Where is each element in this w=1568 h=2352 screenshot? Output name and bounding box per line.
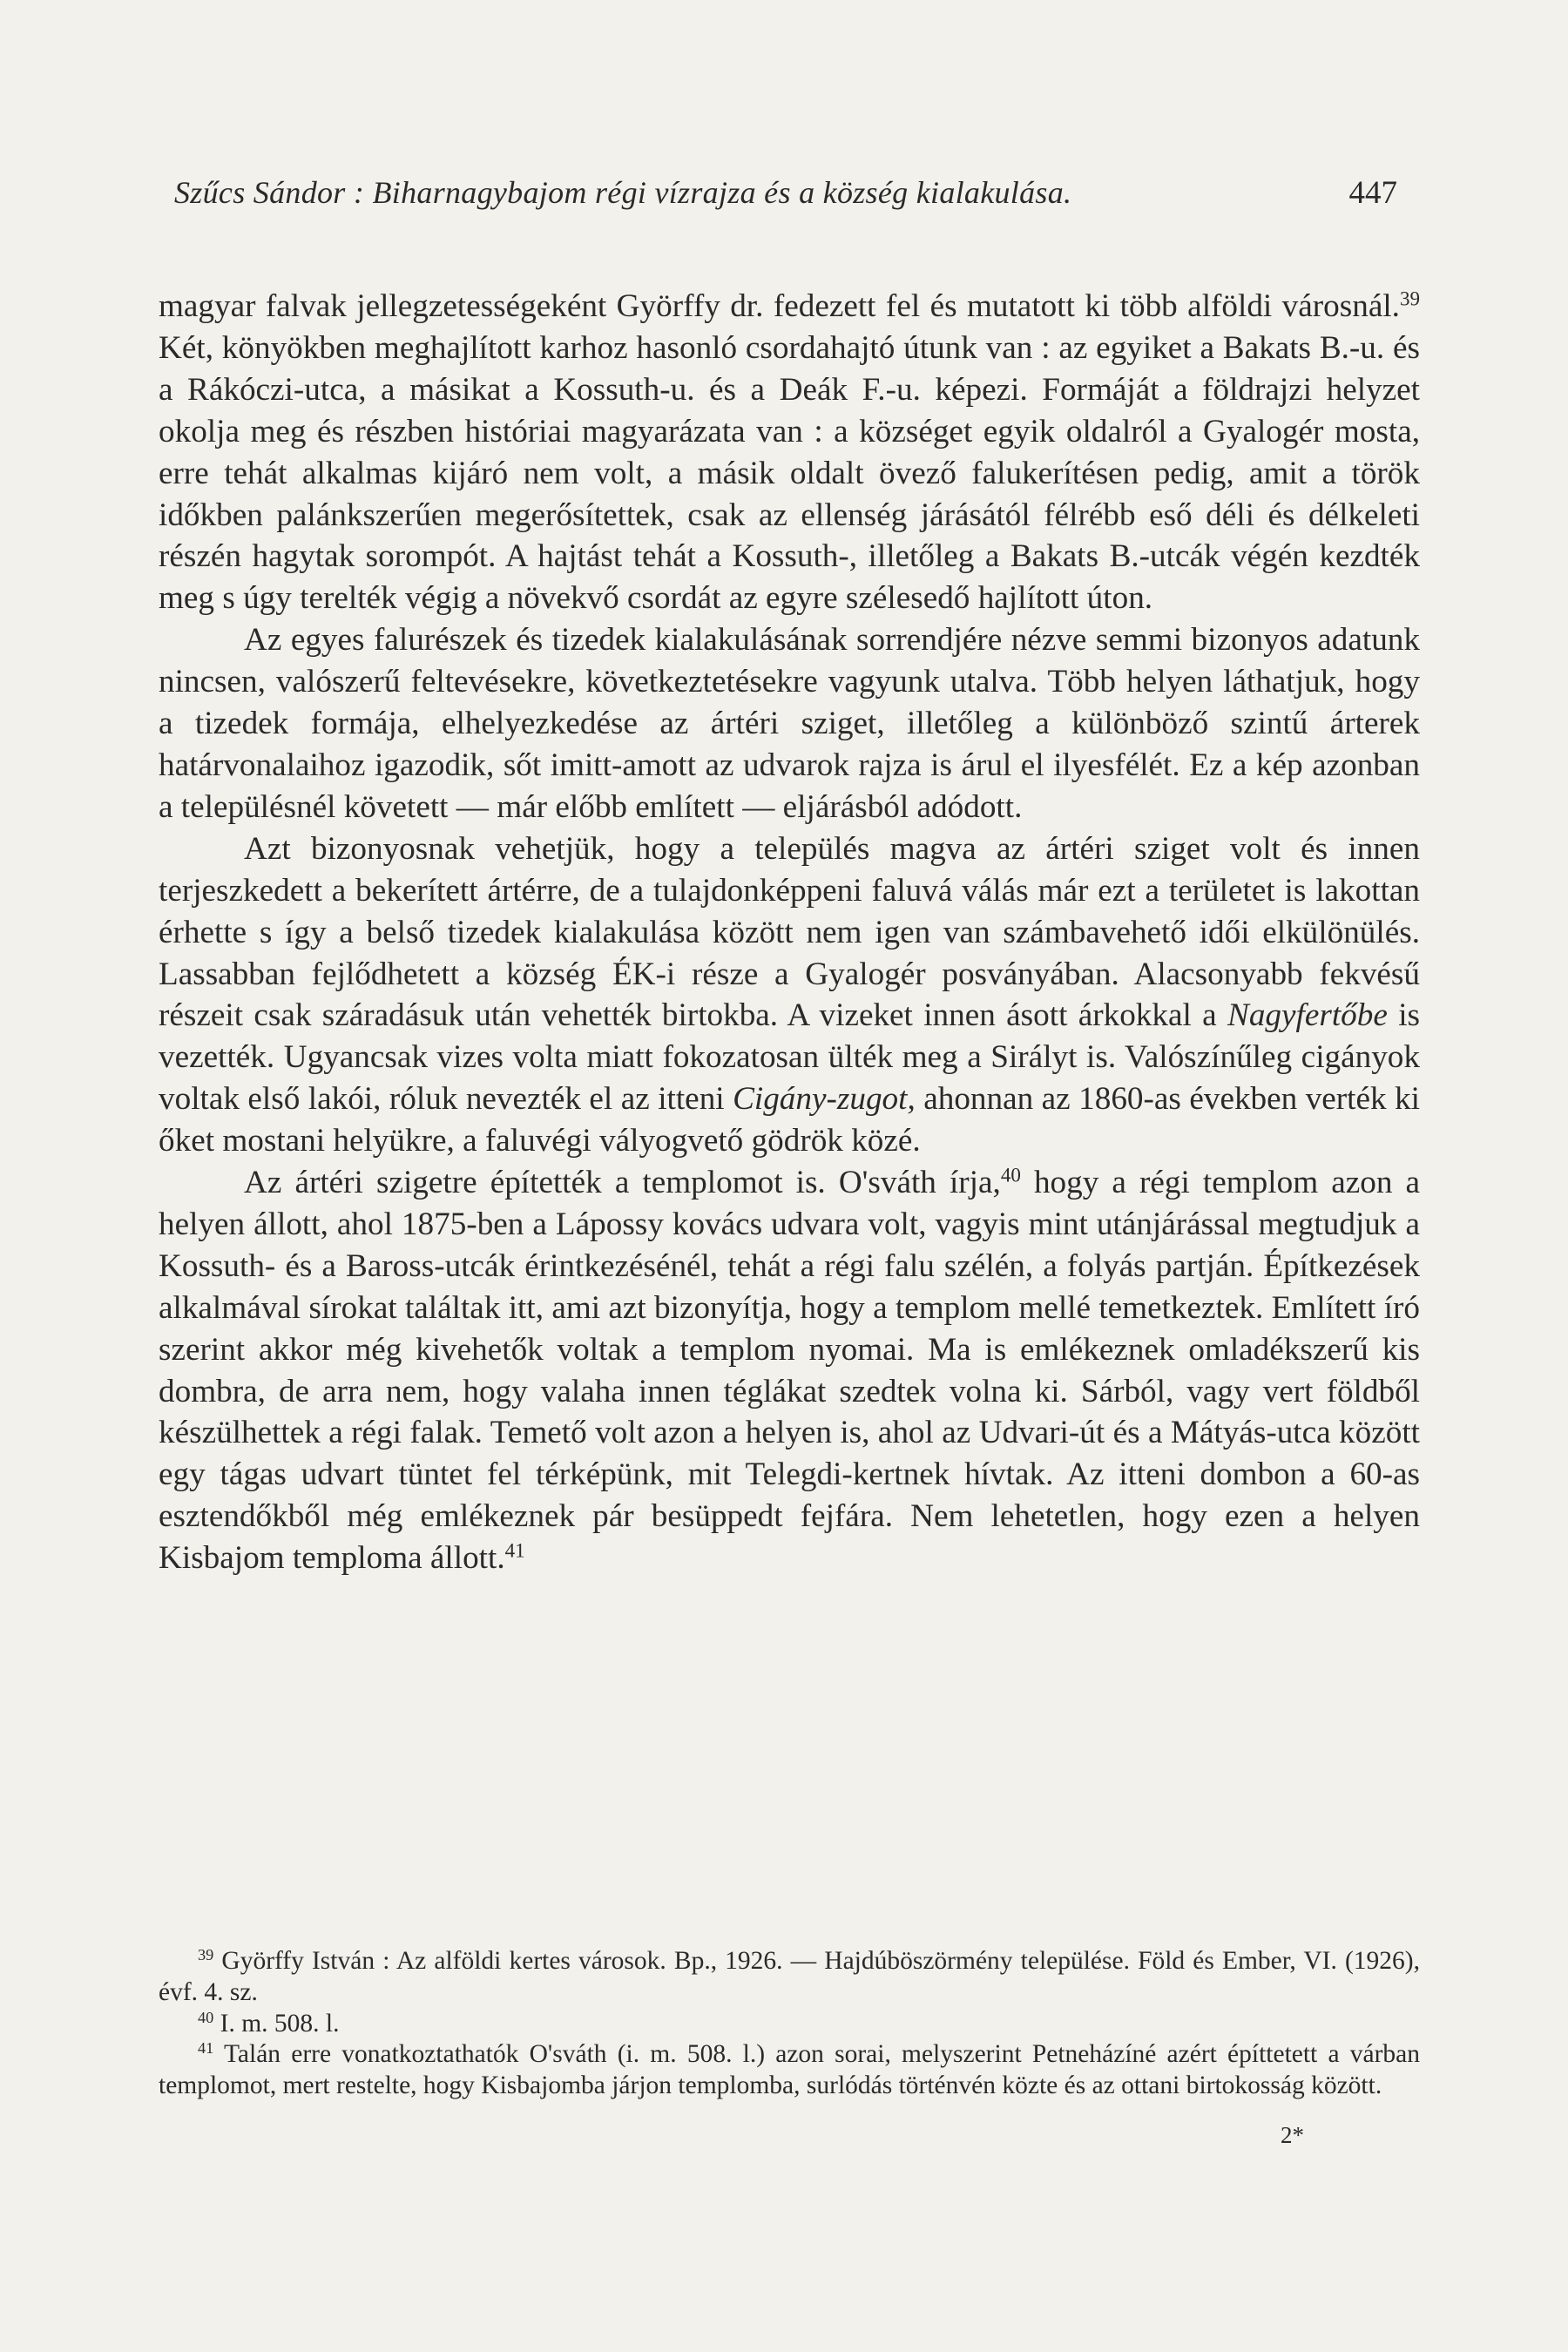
paragraph-3 xyxy=(159,828,1420,1162)
footnote-ref-39: 39 xyxy=(1399,287,1420,310)
footnote-text: Talán erre vonatkoztathatók O'sváth (i. m. 508. l.) azon sorai, melyszerint Petneházíné azért építtetett a várban templomot, mert restelte, hogy Kisbajomba járjon templomba, surlódás történvén közte és az ottani birtokosság között. xyxy=(159,2040,1420,2100)
signature-mark: 2* xyxy=(1281,2122,1304,2148)
italic-term-nagyfertobe: Nagyfertőbe xyxy=(1227,997,1388,1034)
footnote-ref-40: 40 xyxy=(1000,1163,1021,1186)
footnotes xyxy=(159,1946,1420,2102)
running-head-title: Szűcs Sándor : Biharnagybajom régi vízrajza és a község kialakulása. xyxy=(174,175,1072,210)
footnote-40 xyxy=(159,2009,1420,2040)
footnote-number: 39 xyxy=(198,1945,214,1963)
paragraph-2: Az egyes falurészek és tizedek kialakulásának sorrendjére nézve semmi bizonyos adatunk nincsen, valószerű feltevésekre, következtetésekre vagyunk utalva. Több helyen láthatjuk, hogy a tizedek formája, elhelyezkedése az ártéri sziget, illetőleg a különböző szintű árterek határvonalaihoz igazodik, sőt imitt-amott az udvarok rajza is árul el ilyesfélét. Ez a kép azonban a településnél követett — már előbb említett — eljárásból adódott. xyxy=(159,622,1420,825)
paragraph-1-start: magyar falvak jellegzetességeként Györffy dr. fedezett fel és mutatott ki több alföldi városnál. xyxy=(159,288,1400,324)
footnote-text: I. m. 508. l. xyxy=(220,2009,340,2038)
paragraph-1 xyxy=(159,286,1420,619)
paragraph-4 xyxy=(159,1162,1420,1579)
footnote-ref-41: 41 xyxy=(504,1538,525,1562)
body-text xyxy=(159,286,1420,1579)
paragraph-3-part-2: is vezették. Ugyancsak vizes volta miatt fokozatosan ülték meg a Sirályt is. Valószínűleg cigányok voltak első lakói, róluk nevezték el az itteni xyxy=(159,997,1420,1118)
paragraph-4-middle: hogy a régi templom azon a helyen állott, ahol 1875-ben a Lápossy kovács udvara volt, vagyis mint utánjárással megtudjuk a Kossuth- és a Baross-utcák érintkezésénél, tehát a régi falu szélén, a folyás partján. Építkezések alkalmával sírokat találtak itt, ami azt bizonyítja, hogy a templom mellé temetkeztek. Említett író szerint akkor még kivehetők voltak a templom nyomai. Ma is emlékeznek omladékszerű kis dombra, de arra nem, hogy valaha innen téglákat szedtek volna ki. Sárból, vagy vert földből készülhettek a régi falak. Temető volt azon a helyen is, ahol az Udvari-út és a Mátyás-utca között egy tágas udvart tüntet fel térképünk, mit Telegdi-kertnek hívtak. Az itteni dombon a 60-as esztendőkből még emlékeznek pár besüppedt fejfára. Nem lehetetlen, hogy ezen a helyen Kisbajom temploma állott. xyxy=(159,1165,1421,1577)
paragraph-3-part-3: ahonnan az 1860-as években verték ki őket mostani helyükre, a faluvégi vályogvető gödrök közé. xyxy=(159,1081,1420,1159)
running-head xyxy=(174,174,1397,214)
paragraph-4-start: Az ártéri szigetre építették a templomot is. O'sváth írja, xyxy=(244,1165,1001,1201)
footnote-41 xyxy=(159,2039,1420,2102)
footnote-text: Györffy István : Az alföldi kertes városok. Bp., 1926. — Hajdúböszörmény települése. Föld és Ember, VI. (1926), évf. 4. sz. xyxy=(159,1947,1420,2006)
footnote-number: 41 xyxy=(198,2039,214,2058)
footnote-number: 40 xyxy=(198,2008,214,2026)
italic-term-cigany-zug: Cigány-zugot, xyxy=(733,1081,916,1118)
paragraph-1-rest: Két, könyökben meghajlított karhoz hasonló csordahajtó útunk van : az egyiket a Bakats B.-u. és a Rákóczi-utca, a másikat a Kossuth-u. és a Deák F.-u. képezi. Formáját a földrajzi helyzet okolja meg és részben históriai magyarázata van : a községet egyik oldalról a Gyalogér mosta, erre tehát alkalmas kijáró nem volt, a másik oldalt övező falukerítésen pedig, amit a török időkben palánkszerűen megerősítettek, csak az ellenség járásától félrébb eső déli és délkeleti részén hagytak sorompót. A hajtást tehát a Kossuth-, illetőleg a Bakats B.-utcák végén kezdték meg s úgy terelték végig a növekvő csordát az egyre szélesedő hajlított úton. xyxy=(159,329,1420,617)
page-number: 447 xyxy=(1348,175,1397,211)
footnote-39 xyxy=(159,1946,1420,2009)
paragraph-3-part-1: Azt bizonyosnak vehetjük, hogy a település magva az ártéri sziget volt és innen terjeszkedett a bekerített ártérre, de a tulajdonképpeni faluvá válás már ezt a területet is lakottan érhette s így a belső tizedek kialakulása között nem igen van számbavehető idői elkülönülés. Lassabban fejlődhetett a község ÉK-i része a Gyalogér posványában. Alacsonyabb fekvésű részeit csak száradásuk után vehették birtokba. A vizeket innen ásott árkokkal a xyxy=(159,830,1420,1034)
